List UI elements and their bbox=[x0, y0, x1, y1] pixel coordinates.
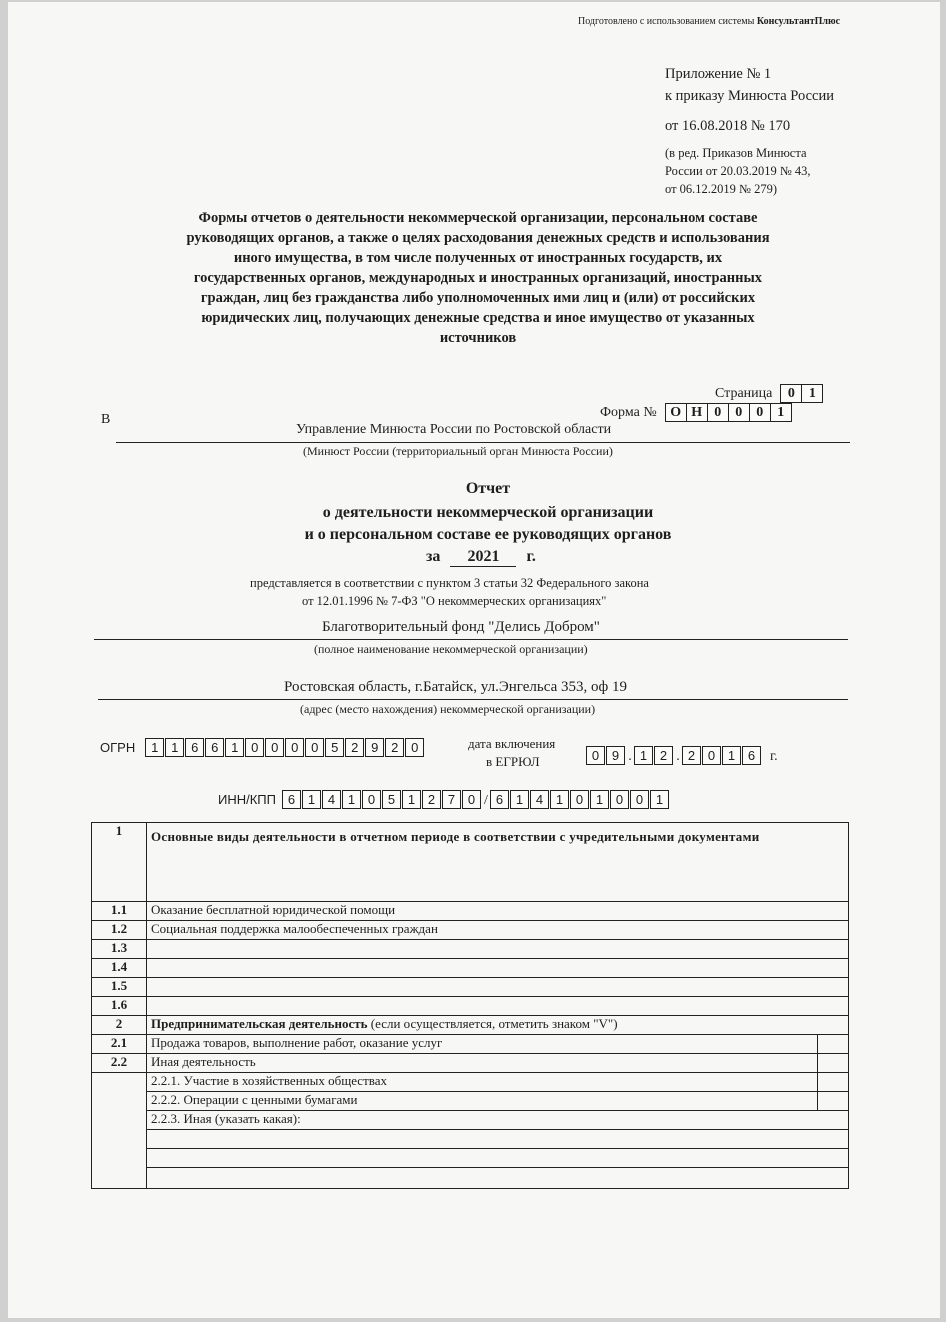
main-activities-header: Основные виды деятельности в отчетном периоде в соответствии с учредительными документами bbox=[147, 823, 849, 902]
report-title: Отчет bbox=[465, 480, 511, 497]
ogrn-digit: 1 bbox=[165, 738, 184, 757]
appendix-line-1: Приложение № 1 bbox=[665, 66, 772, 82]
row-number: 1.5 bbox=[92, 978, 147, 997]
table-row bbox=[92, 921, 849, 940]
row-number: 1 bbox=[92, 823, 147, 902]
ogrn-digit: 0 bbox=[305, 738, 324, 757]
appendix-line-3: от 16.08.2018 № 170 bbox=[665, 118, 791, 134]
activity-text bbox=[147, 978, 849, 997]
table-row bbox=[92, 940, 849, 959]
date-digit: 2 bbox=[654, 746, 673, 765]
ogrn-label: ОГРН bbox=[100, 740, 136, 755]
inn-digit: 2 bbox=[422, 790, 441, 809]
table-row bbox=[92, 978, 849, 997]
inn-cells bbox=[282, 791, 482, 808]
title-line: Формы отчетов о деятельности некоммерческой организации, персональном составе bbox=[198, 210, 758, 226]
blank-line[interactable] bbox=[147, 1130, 849, 1149]
year-prefix: за bbox=[426, 548, 441, 565]
org-name: Благотворительный фонд "Делись Добром" bbox=[322, 619, 600, 635]
org-address: Ростовская область, г.Батайск, ул.Энгельса 353, оф 19 bbox=[284, 679, 627, 695]
date-label-1: дата включения bbox=[468, 736, 556, 751]
entrepreneurial-header bbox=[147, 1016, 849, 1035]
mark-cell[interactable] bbox=[818, 1073, 849, 1092]
kpp-digit: 6 bbox=[490, 790, 509, 809]
recipient-value: Управление Минюста России по Ростовской области bbox=[296, 422, 612, 437]
org-address-caption: (адрес (место нахождения) некоммерческой организации) bbox=[300, 702, 596, 716]
recipient-caption: (Минюст России (территориальный орган Минюста России) bbox=[303, 444, 613, 458]
org-name-underline bbox=[94, 639, 848, 640]
appendix-line-6: от 06.12.2019 № 279) bbox=[665, 182, 778, 196]
title-line: государственных органов, международных и иностранных организаций, иностранных bbox=[193, 270, 763, 286]
ogrn-digit: 0 bbox=[265, 738, 284, 757]
kpp-digit: 1 bbox=[510, 790, 529, 809]
date-label-2: в ЕГРЮЛ bbox=[486, 754, 540, 769]
mark-cell[interactable] bbox=[818, 1035, 849, 1054]
date-digit: 6 bbox=[742, 746, 761, 765]
title-line: иного имущества, в том числе полученных от иностранных государств, их bbox=[233, 250, 723, 266]
kpp-digit: 0 bbox=[570, 790, 589, 809]
mark-cell[interactable] bbox=[818, 1054, 849, 1073]
inn-digit: 6 bbox=[282, 790, 301, 809]
appendix-line-2: к приказу Минюста России bbox=[665, 88, 834, 104]
date-digit: 2 bbox=[682, 746, 701, 765]
ogrn-digit: 6 bbox=[205, 738, 224, 757]
table-row bbox=[92, 959, 849, 978]
appendix-line-5: России от 20.03.2019 № 43, bbox=[665, 164, 811, 178]
inn-digit: 5 bbox=[382, 790, 401, 809]
kpp-digit: 1 bbox=[590, 790, 609, 809]
ogrn-digit: 6 bbox=[185, 738, 204, 757]
kpp-digit: 0 bbox=[610, 790, 629, 809]
kpp-digit: 4 bbox=[530, 790, 549, 809]
ogrn-digit: 1 bbox=[225, 738, 244, 757]
form-char: 0 bbox=[729, 403, 750, 422]
blank-line[interactable] bbox=[147, 1168, 849, 1189]
inn-digit: 1 bbox=[402, 790, 421, 809]
entrepreneurial-label: Предпринимательская деятельность bbox=[151, 1016, 368, 1031]
date-year bbox=[682, 747, 762, 764]
ogrn-digit: 9 bbox=[365, 738, 384, 757]
page-number-box bbox=[715, 384, 823, 403]
row-number: 2.2 bbox=[92, 1054, 147, 1073]
ogrn-digit: 5 bbox=[325, 738, 344, 757]
activity-text: Оказание бесплатной юридической помощи bbox=[147, 902, 849, 921]
forms-title bbox=[128, 208, 828, 348]
activity-text bbox=[147, 940, 849, 959]
activity-text: Продажа товаров, выполнение работ, оказание услуг bbox=[147, 1035, 818, 1054]
activity-text: Иная деятельность bbox=[147, 1054, 818, 1073]
blank-line[interactable] bbox=[147, 1149, 849, 1168]
form-char: Н bbox=[687, 403, 708, 422]
report-subtitle-1: о деятельности некоммерческой организации bbox=[322, 504, 654, 521]
date-month bbox=[634, 747, 674, 764]
sub-activity-text: 2.2.2. Операции с ценными бумагами bbox=[147, 1092, 818, 1111]
row-number: 1.3 bbox=[92, 940, 147, 959]
inn-digit: 1 bbox=[302, 790, 321, 809]
inn-digit: 0 bbox=[362, 790, 381, 809]
table-row bbox=[92, 1168, 849, 1189]
table-row bbox=[92, 997, 849, 1016]
date-day bbox=[586, 747, 626, 764]
row-number: 2.1 bbox=[92, 1035, 147, 1054]
consultant-brand: КонсультантПлюс bbox=[756, 16, 841, 27]
date-digit: 0 bbox=[702, 746, 721, 765]
inn-digit: 0 bbox=[462, 790, 481, 809]
kpp-digit: 1 bbox=[550, 790, 569, 809]
year-suffix: г. bbox=[526, 548, 536, 565]
activity-text: Социальная поддержка малообеспеченных граждан bbox=[147, 921, 849, 940]
ogrn-digit: 0 bbox=[405, 738, 424, 757]
org-name-caption: (полное наименование некоммерческой организации) bbox=[314, 642, 588, 656]
ogrn-digit: 2 bbox=[385, 738, 404, 757]
form-number-box bbox=[600, 403, 792, 422]
page-label: Страница bbox=[715, 386, 773, 401]
sub-activity-text: 2.2.3. Иная (указать какая): bbox=[147, 1111, 849, 1130]
title-line: руководящих органов, а также о целях расходования денежных средств и использования bbox=[186, 230, 770, 246]
table-row bbox=[92, 1130, 849, 1149]
report-note-2: от 12.01.1996 № 7-ФЗ "О некоммерческих организациях" bbox=[302, 594, 607, 608]
form-char: О bbox=[665, 403, 687, 422]
table-row bbox=[92, 823, 849, 902]
table-row bbox=[92, 1054, 849, 1073]
inn-digit: 1 bbox=[342, 790, 361, 809]
report-year-line bbox=[426, 548, 536, 567]
date-suffix: г. bbox=[770, 749, 778, 764]
recipient-underline bbox=[116, 442, 850, 443]
kpp-digit: 0 bbox=[630, 790, 649, 809]
form-char: 0 bbox=[708, 403, 729, 422]
title-line: юридических лиц, получающих денежные средства и иное имущество от указанных bbox=[201, 310, 755, 326]
table-row bbox=[92, 1092, 849, 1111]
ogrn-digit: 1 bbox=[145, 738, 164, 757]
row-number: 1.1 bbox=[92, 902, 147, 921]
ogrn-digit: 2 bbox=[345, 738, 364, 757]
row-number-empty bbox=[92, 1073, 147, 1189]
mark-cell[interactable] bbox=[818, 1092, 849, 1111]
activity-text bbox=[147, 959, 849, 978]
inn-digit: 7 bbox=[442, 790, 461, 809]
form-label: Форма № bbox=[600, 405, 657, 420]
ogrn-digit: 0 bbox=[285, 738, 304, 757]
page-digit: 0 bbox=[780, 384, 802, 403]
table-row bbox=[92, 1016, 849, 1035]
table-row bbox=[92, 1111, 849, 1130]
inn-kpp-slash: / bbox=[484, 793, 488, 808]
document-page bbox=[8, 2, 940, 1318]
date-digit: 9 bbox=[606, 746, 625, 765]
form-char: 1 bbox=[771, 403, 792, 422]
table-row bbox=[92, 1073, 849, 1092]
inn-kpp-label: ИНН/КПП bbox=[218, 792, 276, 807]
org-address-underline bbox=[98, 699, 848, 700]
report-year: 2021 bbox=[450, 548, 516, 567]
date-digit: 1 bbox=[722, 746, 741, 765]
activities-table bbox=[91, 822, 849, 1189]
entrepreneurial-note: (если осуществляется, отметить знаком "V") bbox=[367, 1016, 618, 1031]
page-digit: 1 bbox=[802, 384, 823, 403]
consultant-header bbox=[578, 16, 840, 27]
table-row bbox=[92, 1035, 849, 1054]
row-number: 1.6 bbox=[92, 997, 147, 1016]
date-digit: 1 bbox=[634, 746, 653, 765]
date-separator: . bbox=[676, 749, 680, 764]
report-note-1: представляется в соответствии с пунктом 3 статьи 32 Федерального закона bbox=[250, 576, 649, 590]
appendix-line-4: (в ред. Приказов Минюста bbox=[665, 146, 807, 160]
form-char: 0 bbox=[750, 403, 771, 422]
ogrn-field bbox=[100, 738, 425, 757]
table-row bbox=[92, 1149, 849, 1168]
table-row bbox=[92, 902, 849, 921]
registration-date bbox=[586, 746, 778, 765]
title-line: граждан, лиц без гражданства либо уполномоченных ими лиц и (или) от российских bbox=[200, 290, 756, 306]
activity-text bbox=[147, 997, 849, 1016]
sub-activity-text: 2.2.1. Участие в хозяйственных обществах bbox=[147, 1073, 818, 1092]
kpp-digit: 1 bbox=[650, 790, 669, 809]
consultant-prefix: Подготовлено с использованием системы bbox=[578, 16, 755, 27]
inn-digit: 4 bbox=[322, 790, 341, 809]
date-separator: . bbox=[628, 749, 632, 764]
row-number: 1.4 bbox=[92, 959, 147, 978]
recipient-prefix: В bbox=[101, 412, 111, 427]
kpp-cells bbox=[490, 791, 670, 808]
date-digit: 0 bbox=[586, 746, 605, 765]
row-number: 2 bbox=[92, 1016, 147, 1035]
row-number: 1.2 bbox=[92, 921, 147, 940]
title-line: источников bbox=[439, 330, 517, 346]
ogrn-cells bbox=[145, 739, 425, 756]
inn-kpp-field bbox=[218, 790, 670, 809]
report-subtitle-2: и о персональном составе ее руководящих органов bbox=[304, 526, 672, 543]
ogrn-digit: 0 bbox=[245, 738, 264, 757]
